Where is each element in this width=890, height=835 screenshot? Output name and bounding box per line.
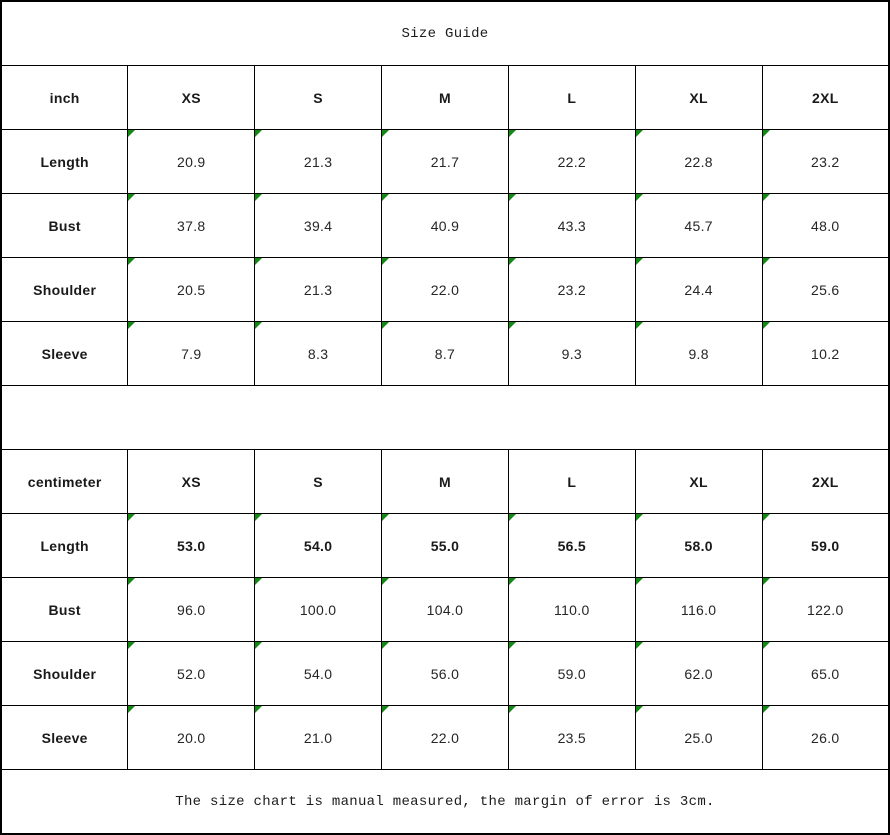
size-value-cell — [382, 322, 509, 386]
table-row — [1, 642, 889, 706]
size-value: 22.0 — [430, 281, 460, 298]
size-value: 25.0 — [684, 729, 713, 746]
unit-header-centimeter: centimeter — [1, 450, 128, 514]
cell-flag-triangle-icon — [255, 194, 262, 201]
cell-flag-triangle-icon — [128, 194, 135, 201]
size-value-cell — [508, 130, 635, 194]
size-value-cell — [635, 194, 762, 258]
row-label: Sleeve — [1, 322, 128, 386]
cell-flag-triangle-icon — [509, 514, 516, 521]
size-value: 21.3 — [303, 153, 333, 170]
size-value: 8.3 — [307, 345, 329, 362]
size-value-cell — [128, 578, 255, 642]
size-value-cell — [635, 322, 762, 386]
size-value: 8.7 — [434, 345, 456, 362]
size-value-cell — [762, 706, 889, 770]
cell-flag-triangle-icon — [128, 642, 135, 649]
size-value-cell — [508, 578, 635, 642]
size-value: 24.4 — [684, 281, 713, 298]
table-row — [1, 130, 889, 194]
table-row — [1, 258, 889, 322]
size-value: 20.0 — [177, 729, 206, 746]
size-value: 7.9 — [181, 345, 202, 362]
size-value-cell — [508, 194, 635, 258]
cell-flag-triangle-icon — [763, 130, 770, 137]
size-value: 52.0 — [177, 665, 206, 682]
table-row — [1, 514, 889, 578]
cell-flag-triangle-icon — [509, 578, 516, 585]
size-value-cell — [255, 514, 382, 578]
cell-flag-triangle-icon — [382, 130, 389, 137]
size-value-cell — [382, 194, 509, 258]
cell-flag-triangle-icon — [255, 706, 262, 713]
cell-flag-triangle-icon — [128, 258, 135, 265]
size-value-cell — [635, 258, 762, 322]
cell-flag-triangle-icon — [636, 514, 643, 521]
size-value: 55.0 — [430, 537, 460, 554]
size-value: 21.7 — [430, 153, 460, 170]
cell-flag-triangle-icon — [382, 514, 389, 521]
size-value-cell — [635, 706, 762, 770]
size-value: 25.6 — [811, 281, 840, 298]
size-value-cell — [635, 514, 762, 578]
size-value-cell — [128, 258, 255, 322]
size-value: 65.0 — [811, 665, 840, 682]
size-value-cell — [762, 130, 889, 194]
cell-flag-triangle-icon — [128, 514, 135, 521]
cell-flag-triangle-icon — [763, 578, 770, 585]
size-value: 22.2 — [557, 153, 587, 170]
size-value-cell — [255, 194, 382, 258]
size-column-header: XL — [635, 66, 762, 130]
unit-header-inch: inch — [1, 66, 128, 130]
size-value: 110.0 — [554, 601, 590, 618]
cell-flag-triangle-icon — [763, 642, 770, 649]
size-value: 48.0 — [811, 217, 840, 234]
size-value: 21.3 — [303, 281, 333, 298]
size-value: 10.2 — [811, 345, 840, 362]
cell-flag-triangle-icon — [128, 706, 135, 713]
size-value: 59.0 — [811, 537, 840, 554]
cell-flag-triangle-icon — [382, 194, 389, 201]
size-value-cell — [128, 706, 255, 770]
size-column-header: S — [255, 66, 382, 130]
cell-flag-triangle-icon — [128, 322, 135, 329]
size-value-cell — [762, 514, 889, 578]
size-value-cell — [762, 642, 889, 706]
size-value-cell — [255, 642, 382, 706]
size-column-header: M — [382, 450, 509, 514]
size-value: 58.0 — [684, 537, 713, 554]
size-value: 116.0 — [680, 601, 717, 618]
size-column-header: S — [255, 450, 382, 514]
size-value: 26.0 — [811, 729, 840, 746]
cell-flag-triangle-icon — [509, 258, 516, 265]
size-value-cell — [508, 514, 635, 578]
size-value: 20.5 — [177, 281, 206, 298]
size-value-cell — [382, 258, 509, 322]
size-value-cell — [255, 578, 382, 642]
row-label: Bust — [1, 578, 128, 642]
size-value-cell — [635, 578, 762, 642]
size-column-header: L — [508, 450, 635, 514]
size-value-cell — [128, 642, 255, 706]
size-value-cell — [128, 514, 255, 578]
cell-flag-triangle-icon — [255, 514, 262, 521]
size-value: 45.7 — [684, 217, 713, 234]
row-label: Length — [1, 514, 128, 578]
size-value: 56.5 — [557, 537, 587, 554]
size-value: 40.9 — [430, 217, 460, 234]
size-value: 122.0 — [807, 601, 844, 618]
size-value-cell — [508, 642, 635, 706]
size-value-cell — [382, 578, 509, 642]
cell-flag-triangle-icon — [763, 706, 770, 713]
size-value: 39.4 — [303, 217, 333, 234]
row-label: Bust — [1, 194, 128, 258]
size-value-cell — [255, 258, 382, 322]
size-value: 104.0 — [426, 601, 464, 618]
size-value: 43.3 — [557, 217, 587, 234]
row-label: Length — [1, 130, 128, 194]
size-column-header: XL — [635, 450, 762, 514]
size-value: 37.8 — [177, 217, 206, 234]
size-value-cell — [635, 642, 762, 706]
centimeter-header-row — [1, 450, 889, 514]
size-value: 96.0 — [177, 601, 206, 618]
cell-flag-triangle-icon — [763, 258, 770, 265]
size-value-cell — [382, 642, 509, 706]
size-value-cell — [762, 194, 889, 258]
cell-flag-triangle-icon — [509, 322, 516, 329]
table-row — [1, 578, 889, 642]
size-value-cell — [128, 130, 255, 194]
cell-flag-triangle-icon — [636, 322, 643, 329]
size-value: 62.0 — [684, 665, 713, 682]
cell-flag-triangle-icon — [636, 642, 643, 649]
cell-flag-triangle-icon — [763, 194, 770, 201]
table-row — [1, 706, 889, 770]
size-column-header: XS — [128, 66, 255, 130]
size-value: 22.8 — [684, 153, 713, 170]
size-value: 23.2 — [811, 153, 840, 170]
size-value-cell — [382, 706, 509, 770]
cell-flag-triangle-icon — [763, 514, 770, 521]
cell-flag-triangle-icon — [382, 322, 389, 329]
size-column-header: L — [508, 66, 635, 130]
cell-flag-triangle-icon — [128, 130, 135, 137]
cell-flag-triangle-icon — [255, 130, 262, 137]
size-column-header: M — [382, 66, 509, 130]
cell-flag-triangle-icon — [636, 258, 643, 265]
size-value-cell — [508, 258, 635, 322]
cell-flag-triangle-icon — [382, 706, 389, 713]
size-value: 22.0 — [430, 729, 460, 746]
page-title: Size Guide — [1, 1, 889, 66]
row-label: Shoulder — [1, 258, 128, 322]
measurement-disclaimer: The size chart is manual measured, the margin of error is 3cm. — [1, 770, 889, 835]
cell-flag-triangle-icon — [763, 322, 770, 329]
row-label: Shoulder — [1, 642, 128, 706]
size-value: 21.0 — [303, 729, 333, 746]
size-column-header: XS — [128, 450, 255, 514]
footer-row — [1, 770, 889, 835]
cell-flag-triangle-icon — [636, 578, 643, 585]
size-column-header: 2XL — [762, 66, 889, 130]
size-column-header: 2XL — [762, 450, 889, 514]
cell-flag-triangle-icon — [509, 642, 516, 649]
spacer-cell — [1, 386, 889, 450]
size-value-cell — [635, 130, 762, 194]
size-value: 54.0 — [303, 665, 333, 682]
spacer-row — [1, 386, 889, 450]
size-value-cell — [382, 130, 509, 194]
cell-flag-triangle-icon — [255, 322, 262, 329]
cell-flag-triangle-icon — [255, 258, 262, 265]
inch-header-row — [1, 66, 889, 130]
table-row — [1, 322, 889, 386]
cell-flag-triangle-icon — [636, 194, 643, 201]
cell-flag-triangle-icon — [509, 130, 516, 137]
size-value-cell — [128, 194, 255, 258]
size-value-cell — [508, 322, 635, 386]
size-value-cell — [762, 258, 889, 322]
size-value: 53.0 — [177, 537, 206, 554]
title-row — [1, 1, 889, 66]
size-value: 59.0 — [557, 665, 587, 682]
row-label: Sleeve — [1, 706, 128, 770]
cell-flag-triangle-icon — [382, 642, 389, 649]
cell-flag-triangle-icon — [382, 578, 389, 585]
size-value: 23.2 — [557, 281, 587, 298]
cell-flag-triangle-icon — [636, 130, 643, 137]
size-value-cell — [255, 706, 382, 770]
size-value: 23.5 — [557, 729, 587, 746]
size-value: 56.0 — [430, 665, 460, 682]
size-value: 54.0 — [303, 537, 333, 554]
size-value: 100.0 — [299, 601, 337, 618]
size-value-cell — [508, 706, 635, 770]
size-value-cell — [128, 322, 255, 386]
size-value-cell — [255, 322, 382, 386]
size-value-cell — [762, 322, 889, 386]
size-value: 20.9 — [177, 153, 206, 170]
cell-flag-triangle-icon — [255, 578, 262, 585]
cell-flag-triangle-icon — [509, 194, 516, 201]
size-value: 9.8 — [688, 345, 709, 362]
cell-flag-triangle-icon — [509, 706, 516, 713]
size-value-cell — [382, 514, 509, 578]
size-value-cell — [255, 130, 382, 194]
table-row — [1, 194, 889, 258]
size-value: 9.3 — [561, 345, 582, 362]
cell-flag-triangle-icon — [255, 642, 262, 649]
cell-flag-triangle-icon — [382, 258, 389, 265]
cell-flag-triangle-icon — [128, 578, 135, 585]
cell-flag-triangle-icon — [636, 706, 643, 713]
size-value-cell — [762, 578, 889, 642]
